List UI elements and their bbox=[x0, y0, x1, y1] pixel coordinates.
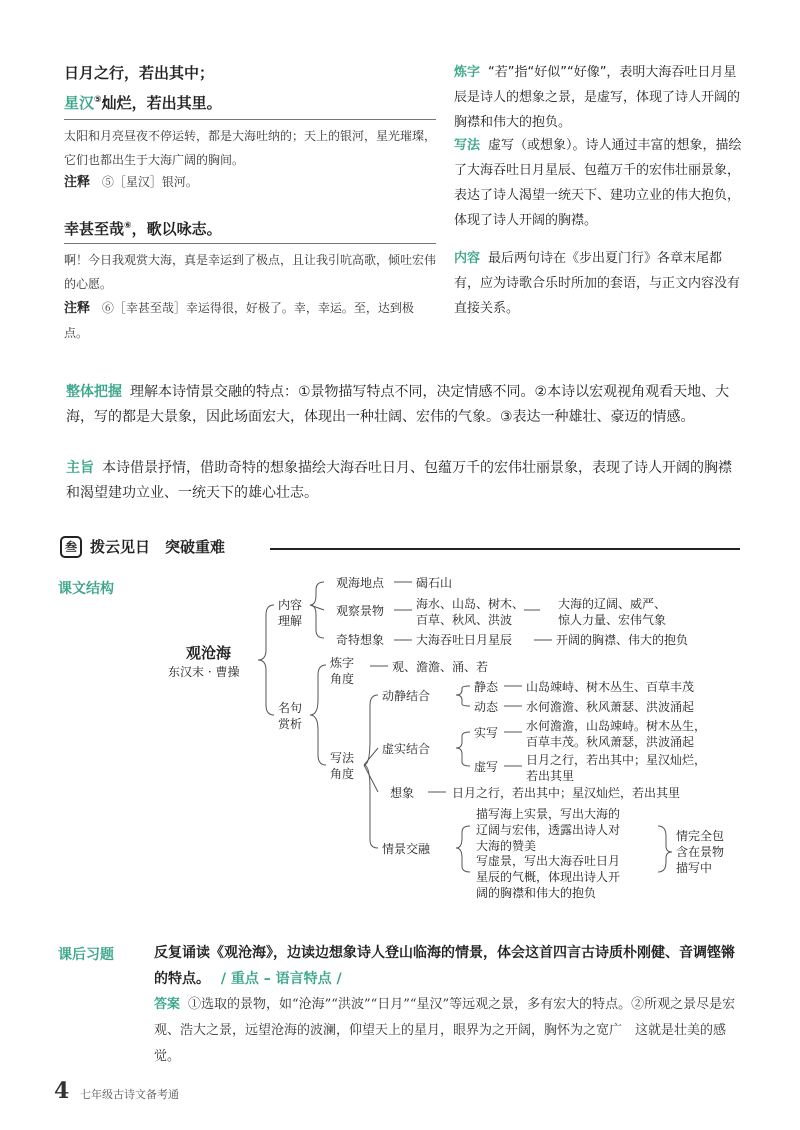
node-content-understanding: 内容 理解 bbox=[278, 598, 303, 628]
node-real-text: 水何澹澹，山岛竦峙。树木丛生， 百草丰茂。秋风萧瑟，洪波涌起 bbox=[526, 719, 707, 749]
book-title: 七年级古诗文备考通 bbox=[80, 1088, 179, 1101]
overall-grasp-text: 理解本诗情景交融的特点：①景物描写特点不同，决定情感不同。②本诗以宏观视角观看天地、大海，写的都是大景象，因此场面宏大，体现出一种壮阔、宏伟的气象。③表达一种雄壮、豪迈的情感。 bbox=[66, 384, 730, 425]
node-scene-emotion-a: 描写海上实景，写出大海的 辽阔与宏伟，透露出诗人对 大海的赞美 bbox=[476, 807, 621, 853]
node-real: 实写 bbox=[474, 726, 499, 740]
lianzi-label: 炼字 bbox=[454, 65, 481, 80]
exercise-tag: / 重点 – 语言特点 / bbox=[220, 971, 342, 987]
answer-text: ①选取的景物，如“沧海”“洪波”“日月”“星汉”等远观之景，多有宏大的特点。②所观之景尽是宏观、浩大之景，远望沧海的波澜，仰望天上的星月，眼界为之开阔，胸怀为之宽广 这就是壮美的感觉。 bbox=[154, 997, 736, 1064]
node-virtual-text: 日月之行，若出其中；星汉灿烂， 若出其里 bbox=[526, 753, 707, 783]
node-scene-emotion-b: 写虚景，写出大海吞吐日月 星辰的气概，体现出诗人开 阔的胸襟和伟大的抱负 bbox=[476, 854, 621, 900]
neirong-label: 内容 bbox=[454, 251, 481, 266]
structure-label: 课文结构 bbox=[58, 581, 114, 597]
node-viewing-place: 观海地点 bbox=[336, 576, 385, 590]
node-jieshi: 碣石山 bbox=[416, 576, 453, 590]
node-imagination-b: 开阔的胸襟、伟大的抱负 bbox=[556, 633, 689, 647]
section-number-badge: 叁 bbox=[60, 536, 82, 558]
xiefa-label: 写法 bbox=[454, 138, 481, 153]
poem-line-2-keyword: 星汉 bbox=[64, 94, 95, 112]
node-observed-scenery: 观察景物 bbox=[336, 604, 385, 618]
node-scenery-feeling: 大海的辽阔、威严、 惊人力量、宏伟气象 bbox=[558, 597, 667, 627]
root-title: 观沧海 bbox=[186, 644, 232, 662]
node-imagine-text: 日月之行，若出其中；星汉灿烂，若出其里 bbox=[452, 786, 681, 800]
answer-label: 答案 bbox=[154, 997, 181, 1012]
note-label: 注释 bbox=[64, 175, 91, 190]
poem-line-1: 日月之行，若出其中； bbox=[64, 64, 215, 82]
node-imagine: 想象 bbox=[390, 786, 415, 800]
section-title: 拨云见日 突破重难 bbox=[90, 538, 226, 556]
lianzi-text: “若”指“好似”“好像”，表明大海吞吐日月星辰是诗人的想象之景，是虚写，体现了诗人开阔的胸襟和伟大的抱负。 bbox=[454, 65, 741, 130]
note-text: ⑥［幸甚至哉］幸运得很，好极了。幸，幸运。至，达到极点。 bbox=[64, 301, 414, 340]
node-virtual: 虚写 bbox=[474, 760, 499, 774]
neirong-text: 最后两句诗在《步出夏门行》各章末尾都有，应为诗歌合乐时所加的套语，与正文内容没有直接关系。 bbox=[454, 251, 741, 316]
node-still: 静态 bbox=[474, 680, 499, 694]
note-text: ⑤［星汉］银河。 bbox=[101, 175, 198, 189]
node-motion-stillness: 动静结合 bbox=[382, 689, 431, 703]
translation-2: 啊！今日我观赏大海，真是幸运到了极点，且让我引吭高歌，倾吐宏伟的心愿。 bbox=[64, 253, 437, 291]
exercise-question-text: 反复诵读《观沧海》，边读边想象诗人登山临海的情景，体会这首四言古诗质朴刚健、音调铿锵的特点。 bbox=[154, 945, 735, 987]
node-emotion-in-scene: 情完全包 含在景物 描写中 bbox=[676, 829, 725, 875]
exercise-question bbox=[154, 940, 744, 992]
poem-line-2-rest: 灿烂，若出其里。 bbox=[101, 94, 222, 112]
node-word-choice-words: 观、澹澹、涌、若 bbox=[392, 660, 489, 674]
node-imagination: 奇特想象 bbox=[336, 633, 385, 647]
node-word-choice: 炼字 角度 bbox=[330, 656, 355, 686]
node-scene-emotion: 情景交融 bbox=[382, 842, 431, 856]
poem-line-3-a: 幸甚至哉 bbox=[64, 220, 125, 238]
node-still-text: 山岛竦峙、树木丛生、百草丰茂 bbox=[526, 680, 695, 694]
node-technique: 写法 角度 bbox=[330, 751, 355, 781]
root-author: 东汉末 · 曹操 bbox=[168, 665, 240, 679]
exercise-answer bbox=[154, 992, 744, 1070]
footnote-mark-5: ⑤ bbox=[94, 95, 102, 105]
overall-grasp-label: 整体把握 bbox=[66, 384, 122, 400]
translation-1: 太阳和月亮昼夜不停运转，都是大海吐纳的；天上的银河，星光璀璨，它们也都出生于大海广阔的胸间。 bbox=[64, 129, 437, 167]
exercise-label: 课后习题 bbox=[58, 947, 114, 963]
note-label: 注释 bbox=[64, 301, 91, 316]
xiefa-text: 虚写（或想象）。诗人通过丰富的想象，描绘了大海吞吐日月星辰、包蕴万千的宏伟壮丽景象，表达了诗人渴望一统天下、建功立业的伟大抱负，体现了诗人开阔的胸襟。 bbox=[454, 138, 742, 228]
node-scenery-list: 海水、山岛、树木、 百草、秋风、洪波 bbox=[416, 597, 525, 627]
footnote-mark-6: ⑥ bbox=[124, 221, 132, 231]
main-idea-label: 主旨 bbox=[66, 460, 94, 476]
poem-line-3-b: ，歌以咏志。 bbox=[131, 220, 222, 238]
main-idea-text: 本诗借景抒情，借助奇特的想象描绘大海吞吐日月、包蕴万千的宏伟壮丽景象，表现了诗人开阔的胸襟和渴望建功立业、一统天下的雄心壮志。 bbox=[66, 460, 732, 501]
page-number: 4 bbox=[54, 1078, 70, 1104]
node-motion: 动态 bbox=[474, 700, 499, 714]
node-famous-lines: 名句 赏析 bbox=[278, 701, 303, 731]
node-motion-text: 水何澹澹、秋风萧瑟、洪波涌起 bbox=[526, 700, 695, 714]
node-imagination-a: 大海吞吐日月星辰 bbox=[416, 633, 513, 647]
node-real-virtual: 虚实结合 bbox=[382, 742, 431, 756]
